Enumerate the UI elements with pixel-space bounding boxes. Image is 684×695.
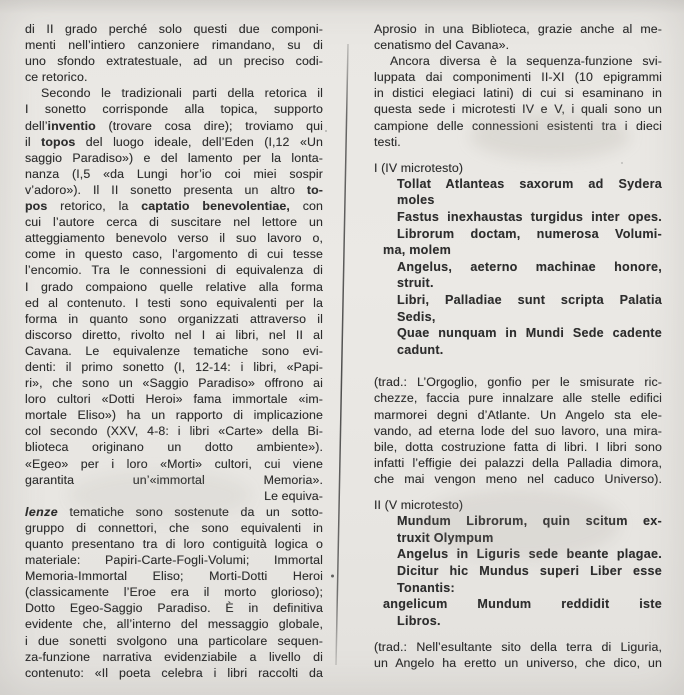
text-line [25, 85, 323, 101]
text-line [374, 275, 662, 292]
text-line [25, 616, 323, 632]
text-segment: nanza (I,5 «da Lungi hor’io coi miei sospir [25, 166, 323, 181]
text-segment: un Angelo ha eretto un universo, che dico, un [374, 656, 662, 671]
text-line [25, 665, 323, 681]
text-segment: inventio [47, 118, 96, 133]
scan-speck [331, 575, 334, 578]
text-line [374, 639, 662, 655]
text-segment: Angelus in Liguris sede beante plagae. [397, 547, 662, 562]
text-line [25, 504, 323, 520]
verse-block [374, 513, 662, 629]
text-segment: lenze [25, 504, 58, 519]
text-segment: Librorum doctam, numerosa Volumi- [397, 226, 662, 241]
text-segment: (trad.: L’Orgoglio, gonfio per le smisurate ric- [374, 375, 662, 390]
text-segment: tematiche sono sostenute da un sotto- [58, 504, 323, 519]
text-segment: pos [25, 199, 48, 214]
text-line [25, 600, 323, 616]
text-line [374, 390, 662, 406]
text-segment: materiale: Papiri-Carte-Fogli-Volumi; Immortal [25, 553, 323, 568]
text-segment: Mundum Librorum, quin scitum ex- [397, 514, 662, 529]
text-line [25, 69, 323, 85]
text-segment: luppata dai componimenti II-XI (10 epigrammi [374, 70, 662, 85]
left-text-column [25, 21, 323, 681]
text-segment: il [25, 134, 42, 149]
text-line [374, 497, 662, 513]
text-segment: moles [397, 193, 435, 208]
text-segment: Tonantis: [397, 580, 455, 595]
text-segment: captatio benevolentiae, [141, 199, 290, 214]
text-line [25, 214, 323, 230]
translation-paragraph [374, 639, 662, 671]
text-segment: ed al contenuto. I testi sono equivalenti per la [25, 295, 323, 310]
text-segment: chezze, faccia pure innalzare alle stelle edifici [374, 391, 662, 406]
text-segment: Aprosio in una Biblioteca, grazie anche al me- [374, 22, 662, 36]
text-segment: angelicum Mundum reddidit iste [383, 597, 662, 612]
text-segment: Dicitur hic Mundus superi Liber esse [397, 563, 662, 578]
text-segment: Cavana. Le equivalenze tematiche sono evi- [25, 343, 323, 358]
paragraph [374, 21, 662, 53]
text-line [25, 198, 323, 214]
text-line [374, 85, 662, 101]
text-segment: atteggiamento benevolo verso il suo lavoro o, [25, 231, 323, 246]
text-line [374, 292, 662, 309]
text-line [374, 580, 662, 597]
text-segment: truxit Olympum [397, 530, 494, 545]
text-segment: struit. [397, 276, 434, 291]
text-segment: quanto presentano tra di loro contiguità logica o [25, 537, 323, 551]
text-line [25, 279, 323, 295]
text-segment: za-funzione narrativa evidenziabile a livello di [25, 649, 323, 664]
text-segment: blioteca originano un dotto ambiente»). [25, 440, 323, 455]
text-segment: l’encomio. Tra le connessioni di equivalenza di [25, 263, 323, 278]
paragraph [25, 21, 323, 85]
text-segment: ma, molem [383, 243, 452, 258]
page-gutter-line [336, 44, 348, 665]
text-line [374, 471, 662, 487]
text-segment: Fastus inexhaustas turgidus inter opes. [397, 210, 662, 225]
text-segment: Tollat Atlanteas saxorum ad Sydera [397, 176, 662, 191]
text-line [25, 118, 323, 134]
text-segment: discorso diretto, rivolto nel I ai libri, nel II al [25, 327, 323, 342]
text-segment: garantita un’«immortal Memoria». [25, 472, 323, 487]
text-line [374, 513, 662, 530]
text-segment: Secondo le tradizionali parti della retorica il [41, 86, 323, 101]
text-segment: Dotto Egeo-Saggio Paradiso. È in definitiva [25, 601, 323, 616]
text-line [374, 21, 662, 37]
text-line [374, 226, 662, 243]
text-segment: questa sede i microtesti IV e V, i quali sono un [374, 102, 662, 117]
text-line [25, 343, 323, 359]
text-segment: in distici elegiaci latini) di cui si esaminano in [374, 86, 662, 101]
text-segment: topos [41, 134, 76, 149]
scan-speck [325, 130, 327, 132]
text-segment: uno sfondo extratestuale, ad un preciso codi- [25, 54, 323, 69]
text-line [374, 407, 662, 423]
text-line [374, 209, 662, 226]
text-line [25, 584, 323, 600]
text-line [374, 53, 662, 69]
text-segment: contenuto: «Il poeta celebra i libri raccolti da [25, 665, 323, 680]
text-line [25, 649, 323, 665]
text-line [374, 37, 662, 53]
right-text-column [374, 21, 662, 671]
text-segment: evidente che, all’interno del messaggio globale, [25, 617, 323, 632]
text-line [374, 325, 662, 342]
text-segment: ce retorico. [25, 70, 88, 85]
text-segment: col secondo (XXV, 4-8: i libri «Carte» della Bi- [25, 424, 323, 439]
text-segment: (classicamente l’Eroe era il morto glorioso); [25, 585, 323, 600]
text-line [25, 488, 323, 504]
text-line [374, 259, 662, 276]
text-line [374, 423, 662, 439]
text-line [374, 563, 662, 580]
text-segment: Libri, Palladiae sunt scripta Palatia [397, 293, 662, 307]
text-line [25, 391, 323, 407]
text-line [25, 246, 323, 262]
text-segment: con [289, 199, 323, 214]
text-line [25, 423, 323, 439]
text-segment: «Egeo» per i loro «Morti» cultori, cui viene [25, 456, 323, 471]
text-line [25, 520, 323, 536]
text-segment: i due sonetti svolgono una particolare sequen- [25, 633, 323, 648]
text-line [25, 311, 323, 327]
text-line [374, 176, 662, 193]
text-line [25, 359, 323, 375]
text-line [374, 455, 662, 471]
paragraph [374, 53, 662, 150]
text-segment: (trad.: Nell’esultante sito della terra di Liguria, [374, 640, 662, 655]
text-line [374, 374, 662, 390]
text-segment: come in questo caso, l’argomento di cui tesse [25, 247, 323, 262]
text-segment: I grado compaiono quelle relative alla forma [25, 279, 323, 294]
text-segment: retorico, la [47, 199, 142, 214]
text-segment: che mai vengon meno nel caduco Universo). [374, 471, 662, 486]
microtest-label [374, 160, 662, 176]
text-line [25, 230, 323, 246]
text-line [374, 655, 662, 671]
text-line [374, 242, 662, 259]
text-segment: mortale Eliso») ha un rapporto di implicazione [25, 408, 323, 423]
text-segment: menti nell’intiero canzoniere rimandano, su di [25, 38, 323, 53]
text-line [374, 546, 662, 563]
text-segment: forma in quanto sono organizzati attraverso il [25, 311, 323, 326]
text-line [374, 596, 662, 613]
text-segment: cenatismo del Cavana». [374, 38, 510, 53]
text-segment: Quae nunquam in Mundi Sede cadente [397, 326, 662, 341]
text-segment: gruppo di connettori, che sono equivalenti in [25, 520, 323, 535]
text-line [374, 160, 662, 176]
text-line [25, 472, 323, 488]
text-segment: denti: il primo sonetto (I, 12-14: i libri, «Papi- [25, 359, 323, 374]
paragraph [25, 85, 323, 680]
text-segment: Libros. [397, 613, 441, 628]
text-line [374, 342, 662, 359]
text-segment: I (IV microtesto) [374, 160, 464, 175]
text-segment: di II grado perché solo questi due componi- [25, 22, 323, 36]
text-segment: vando, ad eterna lode del suo lavoro, una mira- [374, 423, 662, 438]
text-line [25, 439, 323, 455]
text-line [374, 134, 662, 150]
text-line [25, 456, 323, 472]
text-line [25, 166, 323, 182]
text-segment: ri», che sono un «Saggio Paradiso» offrono ai [25, 376, 323, 391]
text-line [25, 53, 323, 69]
text-segment: marmorei degni d’Atlante. Un Angelo sta ele- [374, 407, 662, 422]
text-line [25, 327, 323, 343]
text-line [25, 182, 323, 198]
text-segment: bile, dotta costruzione fatta di libri. I libri sono [374, 439, 662, 454]
text-line [25, 536, 323, 552]
text-segment: cadunt. [397, 342, 444, 357]
text-segment: (trovare cosa dire); troviamo qui [95, 118, 323, 133]
text-line [25, 101, 323, 117]
text-segment: I sonetto corrisponde alla topica, supporto [25, 102, 323, 117]
text-segment: Memoria-Immortal Eliso; Morti-Dotti Heroi [25, 569, 323, 584]
text-segment: campione delle connessioni esistenti tra i dieci [374, 118, 662, 133]
text-line [374, 530, 662, 547]
text-segment: Angelus, aeterno machinae honore, [397, 259, 662, 274]
text-line [374, 192, 662, 209]
text-line [374, 309, 662, 326]
text-segment: Ancora diversa è la sequenza-funzione svi- [390, 54, 662, 69]
text-line [25, 633, 323, 649]
text-line [25, 150, 323, 166]
text-line [374, 101, 662, 117]
text-segment: del luogo ideale, dell’Eden (I,12 «Un [75, 134, 323, 149]
text-line [374, 118, 662, 134]
text-line [374, 69, 662, 85]
text-line [25, 21, 323, 37]
verse-block [374, 176, 662, 359]
text-line [25, 37, 323, 53]
text-line [25, 407, 323, 423]
text-segment: Le equiva- [264, 488, 323, 503]
text-segment: to- [306, 182, 323, 197]
text-line [25, 568, 323, 584]
text-line [25, 134, 323, 150]
text-segment: v’adoro»). Il II sonetto presenta un altro [25, 182, 307, 197]
text-segment: infatti l’effigie dei palazzi della Palladia dimora, [374, 455, 662, 470]
text-segment: dell’ [25, 118, 48, 133]
text-segment: II (V microtesto) [374, 498, 464, 513]
text-segment: cui l’autore cerca di suscitare nel lettore un [25, 215, 323, 230]
text-line [374, 439, 662, 455]
text-segment: testi. [374, 134, 401, 149]
text-line [374, 613, 662, 630]
translation-paragraph [374, 374, 662, 487]
microtest-label [374, 497, 662, 513]
text-segment: saggio Paradiso») e del lamento per la lonta- [25, 150, 323, 165]
text-line [25, 375, 323, 391]
text-line [25, 552, 323, 568]
text-line [25, 295, 323, 311]
text-segment: loro cultori «Dotti Heroi» fama immortale «im- [25, 392, 323, 407]
text-segment: Sedis, [397, 309, 436, 324]
text-line [25, 262, 323, 278]
